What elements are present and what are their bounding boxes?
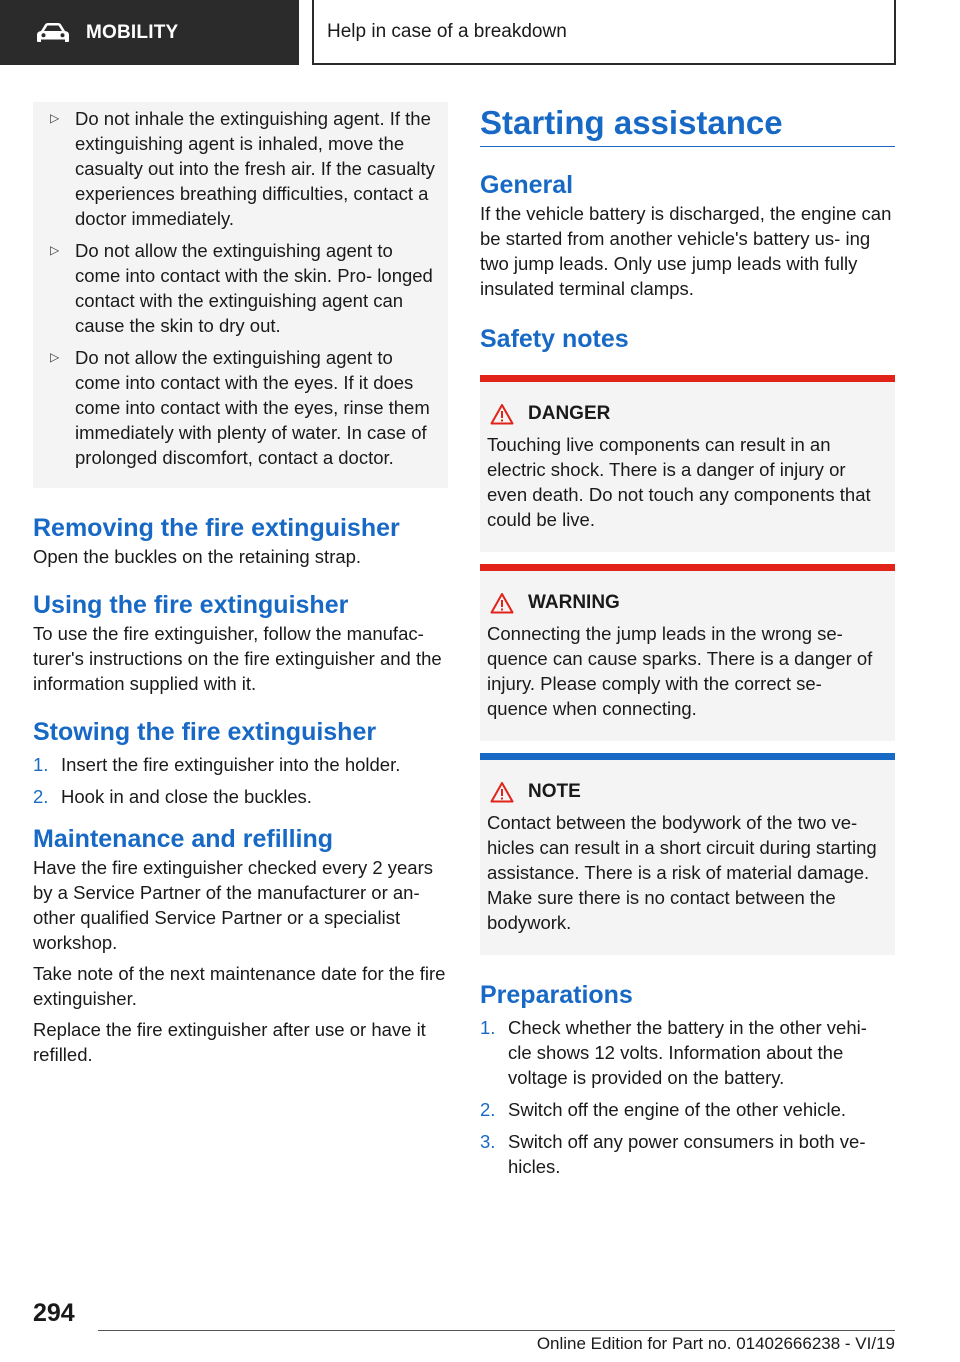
notice-bar [480,375,895,382]
list-item [480,1015,895,1090]
notice-text: Connecting the jump leads in the wrong se‐ quence can cause sparks. There is a danger of injury. Please comply with the correct se‐ quence when connecting. [487,623,873,719]
notice-label: WARNING [528,592,620,613]
list-item [480,1129,895,1179]
notice-bar [480,564,895,571]
bullet-item [45,106,436,237]
maintenance-heading: Maintenance and refilling [33,825,334,853]
list-item [480,1097,895,1122]
list-item [33,784,448,809]
step-text: Check whether the battery in the other vehi‐ cle shows 12 volts. Information about the voltage is provided on the battery. [508,1017,867,1088]
footer-divider [98,1330,895,1331]
bullet-text: Do not allow the extinguishing agent to come into contact with the skin. Pro‐ longed contact with the extinguishing agent can cause the skin to dry out. [75,240,433,336]
step-text: Hook in and close the buckles. [61,786,312,807]
maintenance-paragraph: Replace the fire extinguisher after use or have it refilled. [33,1019,426,1065]
header-chapter-title: Help in case of a breakdown [327,20,567,42]
step-number: 1. [480,1017,496,1038]
header-chapter-tab [312,0,896,65]
step-number: 1. [33,754,49,775]
using-text: To use the fire extinguisher, follow the manufac‐ turer's instructions on the fire extinguisher and the information supplied with it. [33,623,442,694]
header-section-tab [0,0,299,65]
notice-header [487,591,887,615]
step-number: 3. [480,1131,496,1152]
maintenance-paragraph: Have the fire extinguisher checked every 2 years by a Service Partner of the manufacturer or an‐ other qualified Service Partner or a specialist workshop. [33,857,434,953]
bullet-text: Do not inhale the extinguishing agent. If the extinguishing agent is inhaled, move the casualty out into the fresh air. If the casualty experiences breathing difficulties, contact a doctor immediately. [75,108,435,229]
notice-header [487,402,887,426]
list-item [33,752,448,777]
preparations-heading: Preparations [480,981,633,1009]
footer-edition: Online Edition for Part no. 01402666238 - VI/19 [536,1334,895,1353]
safety-notes-heading: Safety notes [480,325,629,353]
notice-body [480,760,895,955]
right-column [480,102,895,1186]
step-number: 2. [33,786,49,807]
bullet-item [45,344,436,476]
notice-text: Contact between the bodywork of the two ve‐ hicles can result in a short circuit during starting assistance. There is a risk of material damage. Make sure there is no contact between the bodywork. [487,812,877,933]
preparations-steps [480,1015,895,1179]
general-heading: General [480,171,574,199]
step-number: 2. [480,1099,496,1120]
triangle-bullet-icon: ▷ [50,111,60,125]
triangle-bullet-icon: ▷ [50,350,60,364]
step-text: Switch off the engine of the other vehicle. [508,1099,847,1120]
removing-text: Open the buckles on the retaining strap. [33,546,362,567]
stowing-heading: Stowing the fire extinguisher [33,718,377,746]
notice-text: Touching live components can result in an electric shock. There is a danger of injury or even death. Do not touch any components that could be live. [487,434,871,530]
header-section-title: MOBILITY [86,21,179,43]
notice-header [487,780,887,804]
maintenance-paragraph: Take note of the next maintenance date for the fire extinguisher. [33,963,446,1009]
note-notice [480,753,895,955]
warning-triangle-icon [490,781,514,803]
notice-body [480,571,895,741]
general-text: If the vehicle battery is discharged, the engine can be started from another vehicle's battery us‐ ing two jump leads. Only use jump leads with fully insulated terminal clamps. [480,203,892,299]
car-icon [36,22,70,44]
step-text: Switch off any power consumers in both ve‐ hicles. [508,1131,866,1177]
extinguisher-safety-bullets [33,102,448,488]
left-column [33,102,448,1067]
warning-triangle-icon [490,592,514,614]
warning-triangle-icon [490,403,514,425]
notice-bar [480,753,895,760]
triangle-bullet-icon: ▷ [50,243,60,257]
warning-notice [480,564,895,741]
using-heading: Using the fire extinguisher [33,591,349,619]
bullet-item [45,237,436,344]
removing-heading: Removing the fire extinguisher [33,514,400,542]
page-number: 294 [33,1299,75,1327]
notice-label: DANGER [528,403,611,424]
stowing-steps [33,752,448,809]
danger-notice [480,375,895,552]
bullet-text: Do not allow the extinguishing agent to come into contact with the eyes. If it does come into contact with the eyes, rinse them immediately with plenty of water. In case of prolonged discomfort, contact a doctor. [75,347,430,468]
page-title: Starting assistance [480,102,895,147]
notice-label: NOTE [528,781,581,802]
step-text: Insert the fire extinguisher into the holder. [61,754,401,775]
notice-body [480,382,895,552]
